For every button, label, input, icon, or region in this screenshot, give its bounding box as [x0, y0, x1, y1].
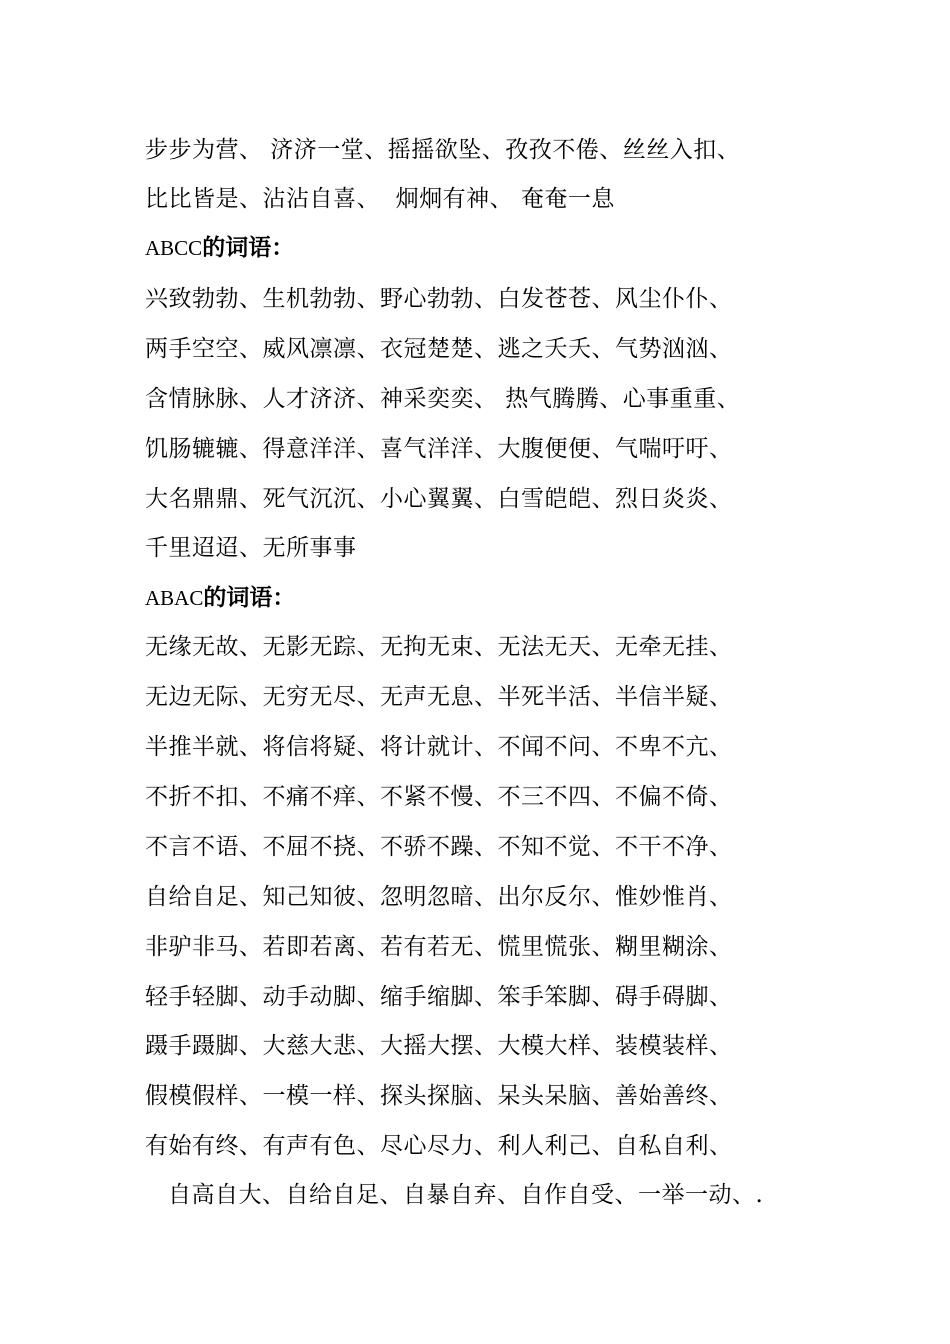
heading-text: 的词语： [203, 584, 296, 611]
text-line: 假模假样、一模一样、探头探脑、呆头呆脑、善始善终、 [145, 1083, 733, 1109]
text-line: 两手空空、威风凛凛、衣冠楚楚、逃之夭夭、气势汹汹、 [145, 336, 733, 362]
text-line: 千里迢迢、无所事事 [145, 535, 357, 561]
heading-text: 的词语： [202, 234, 295, 261]
text-line: 自高自大、自给自足、自暴自弃、自作自受、一举一动、. [168, 1182, 764, 1208]
section-heading-abac [145, 583, 295, 613]
text-line: 比比皆是、沾沾自喜、 炯炯有神、 奄奄一息 [145, 186, 615, 212]
text-line: 非驴非马、若即若离、若有若无、慌里慌张、糊里糊涂、 [145, 934, 733, 960]
section-heading-abcc [145, 233, 294, 263]
text-line: 不折不扣、不痛不痒、不紧不慢、不三不四、不偏不倚、 [145, 784, 733, 810]
text-line: 轻手轻脚、动手动脚、缩手缩脚、笨手笨脚、碍手碍脚、 [145, 984, 733, 1010]
text-line: 步步为营、 济济一堂、摇摇欲坠、孜孜不倦、丝丝入扣、 [145, 137, 741, 163]
text-line: 无边无际、无穷无尽、无声无息、半死半活、半信半疑、 [145, 684, 733, 710]
text-line: 有始有终、有声有色、尽心尽力、利人利己、自私自利、 [145, 1133, 733, 1159]
text-line: 自给自足、知己知彼、忽明忽暗、出尔反尔、惟妙惟肖、 [145, 884, 733, 910]
text-line: 饥肠辘辘、得意洋洋、喜气洋洋、大腹便便、气喘吁吁、 [145, 436, 733, 462]
heading-pattern: ABAC [145, 586, 204, 610]
text-line: 无缘无故、无影无踪、无拘无束、无法无天、无牵无挂、 [145, 634, 733, 660]
text-line: 蹑手蹑脚、大慈大悲、大摇大摆、大模大样、装模装样、 [145, 1033, 733, 1059]
text-line: 大名鼎鼎、死气沉沉、小心翼翼、白雪皑皑、烈日炎炎、 [145, 486, 733, 512]
text-line: 半推半就、将信将疑、将计就计、不闻不问、不卑不亢、 [145, 734, 733, 760]
heading-pattern: ABCC [145, 236, 203, 260]
text-line: 不言不语、不屈不挠、不骄不躁、不知不觉、不干不净、 [145, 834, 733, 860]
text-line: 含情脉脉、人才济济、神采奕奕、 热气腾腾、心事重重、 [145, 386, 741, 412]
text-line: 兴致勃勃、生机勃勃、野心勃勃、白发苍苍、风尘仆仆、 [145, 286, 733, 312]
